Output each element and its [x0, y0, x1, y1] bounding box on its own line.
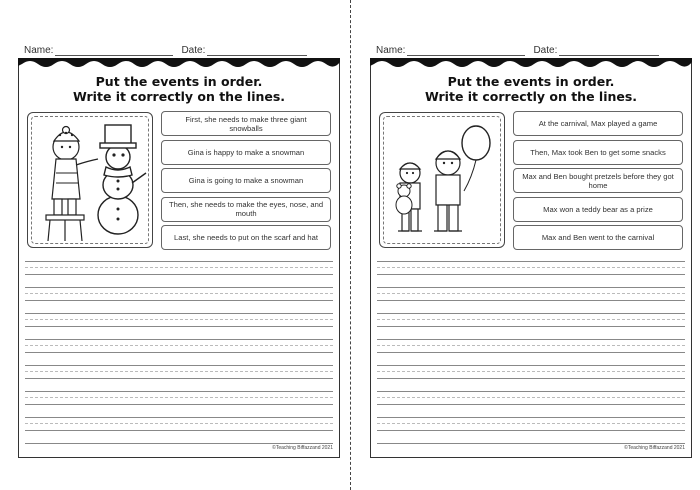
writing-guide [25, 397, 333, 398]
writing-line [25, 300, 333, 301]
date-label: Date: [181, 45, 206, 56]
writing-line [377, 261, 685, 262]
event-card[interactable]: Max and Ben bought pretzels before they got home [513, 168, 683, 193]
date-blank[interactable] [207, 46, 307, 56]
date-blank[interactable] [559, 46, 659, 56]
boys-balloon-bear-illustration [384, 117, 501, 244]
writing-guide [25, 293, 333, 294]
writing-guide [377, 293, 685, 294]
date-label: Date: [533, 45, 558, 56]
writing-line [25, 326, 333, 327]
event-card[interactable]: Last, she needs to put on the scarf and hat [161, 225, 331, 250]
event-cards [513, 111, 683, 250]
writing-line [25, 313, 333, 314]
event-card[interactable]: Then, Max took Ben to get some snacks [513, 140, 683, 165]
writing-line [377, 339, 685, 340]
worksheet-frame [370, 58, 692, 458]
event-card[interactable]: At the carnival, Max played a game [513, 111, 683, 136]
title-line-1: Put the events in order. [95, 74, 263, 89]
writing-guide [377, 371, 685, 372]
writing-line [25, 365, 333, 366]
writing-guide [25, 345, 333, 346]
worksheet-snowman [14, 0, 344, 490]
writing-line [377, 404, 685, 405]
writing-line [25, 261, 333, 262]
worksheet-title [19, 74, 339, 104]
event-cards [161, 111, 331, 250]
event-card[interactable]: First, she needs to make three giant snowballs [161, 111, 331, 136]
writing-lines[interactable] [25, 261, 333, 443]
event-card[interactable]: Gina is happy to make a snowman [161, 140, 331, 165]
writing-line [377, 326, 685, 327]
name-blank[interactable] [55, 46, 173, 56]
worksheet-frame [18, 58, 340, 458]
writing-line [377, 430, 685, 431]
writing-line [25, 287, 333, 288]
writing-line [25, 391, 333, 392]
writing-guide [25, 423, 333, 424]
writing-guide [25, 371, 333, 372]
name-label: Name: [376, 45, 406, 56]
title-line-2: Write it correctly on the lines. [424, 89, 638, 104]
name-date-bar [24, 40, 338, 56]
writing-guide [377, 397, 685, 398]
writing-line [25, 430, 333, 431]
writing-lines[interactable] [377, 261, 685, 443]
copyright-text: ©Teaching Biffazzand 2021 [624, 445, 685, 451]
picture-box [379, 112, 505, 248]
copyright-text: ©Teaching Biffazzand 2021 [272, 445, 333, 451]
writing-line [25, 339, 333, 340]
title-line-2: Write it correctly on the lines. [72, 89, 286, 104]
name-label: Name: [24, 45, 54, 56]
writing-guide [377, 423, 685, 424]
writing-guide [377, 319, 685, 320]
name-date-bar [376, 40, 690, 56]
writing-line [377, 378, 685, 379]
picture-inner-border [31, 116, 149, 244]
writing-line [377, 365, 685, 366]
worksheet-title [371, 74, 691, 104]
writing-line [25, 417, 333, 418]
girl-snowman-illustration [32, 117, 149, 244]
picture-inner-border [383, 116, 501, 244]
writing-guide [25, 319, 333, 320]
event-card[interactable]: Gina is going to make a snowman [161, 168, 331, 193]
worksheet-carnival [366, 0, 696, 490]
writing-line [25, 352, 333, 353]
writing-line [377, 352, 685, 353]
picture-box [27, 112, 153, 248]
writing-line [377, 313, 685, 314]
writing-line [377, 417, 685, 418]
event-card[interactable]: Max and Ben went to the carnival [513, 225, 683, 250]
writing-line [377, 274, 685, 275]
writing-line [25, 274, 333, 275]
writing-line [25, 443, 333, 444]
scalloped-border [370, 58, 692, 70]
writing-line [377, 300, 685, 301]
title-line-1: Put the events in order. [447, 74, 615, 89]
writing-line [377, 391, 685, 392]
writing-line [25, 378, 333, 379]
name-blank[interactable] [407, 46, 525, 56]
writing-guide [377, 267, 685, 268]
event-card[interactable]: Then, she needs to make the eyes, nose, and mouth [161, 197, 331, 222]
scalloped-border [18, 58, 340, 70]
writing-line [25, 404, 333, 405]
writing-line [377, 287, 685, 288]
event-card[interactable]: Max won a teddy bear as a prize [513, 197, 683, 222]
cut-line-divider [350, 0, 351, 490]
writing-guide [25, 267, 333, 268]
writing-guide [377, 345, 685, 346]
writing-line [377, 443, 685, 444]
